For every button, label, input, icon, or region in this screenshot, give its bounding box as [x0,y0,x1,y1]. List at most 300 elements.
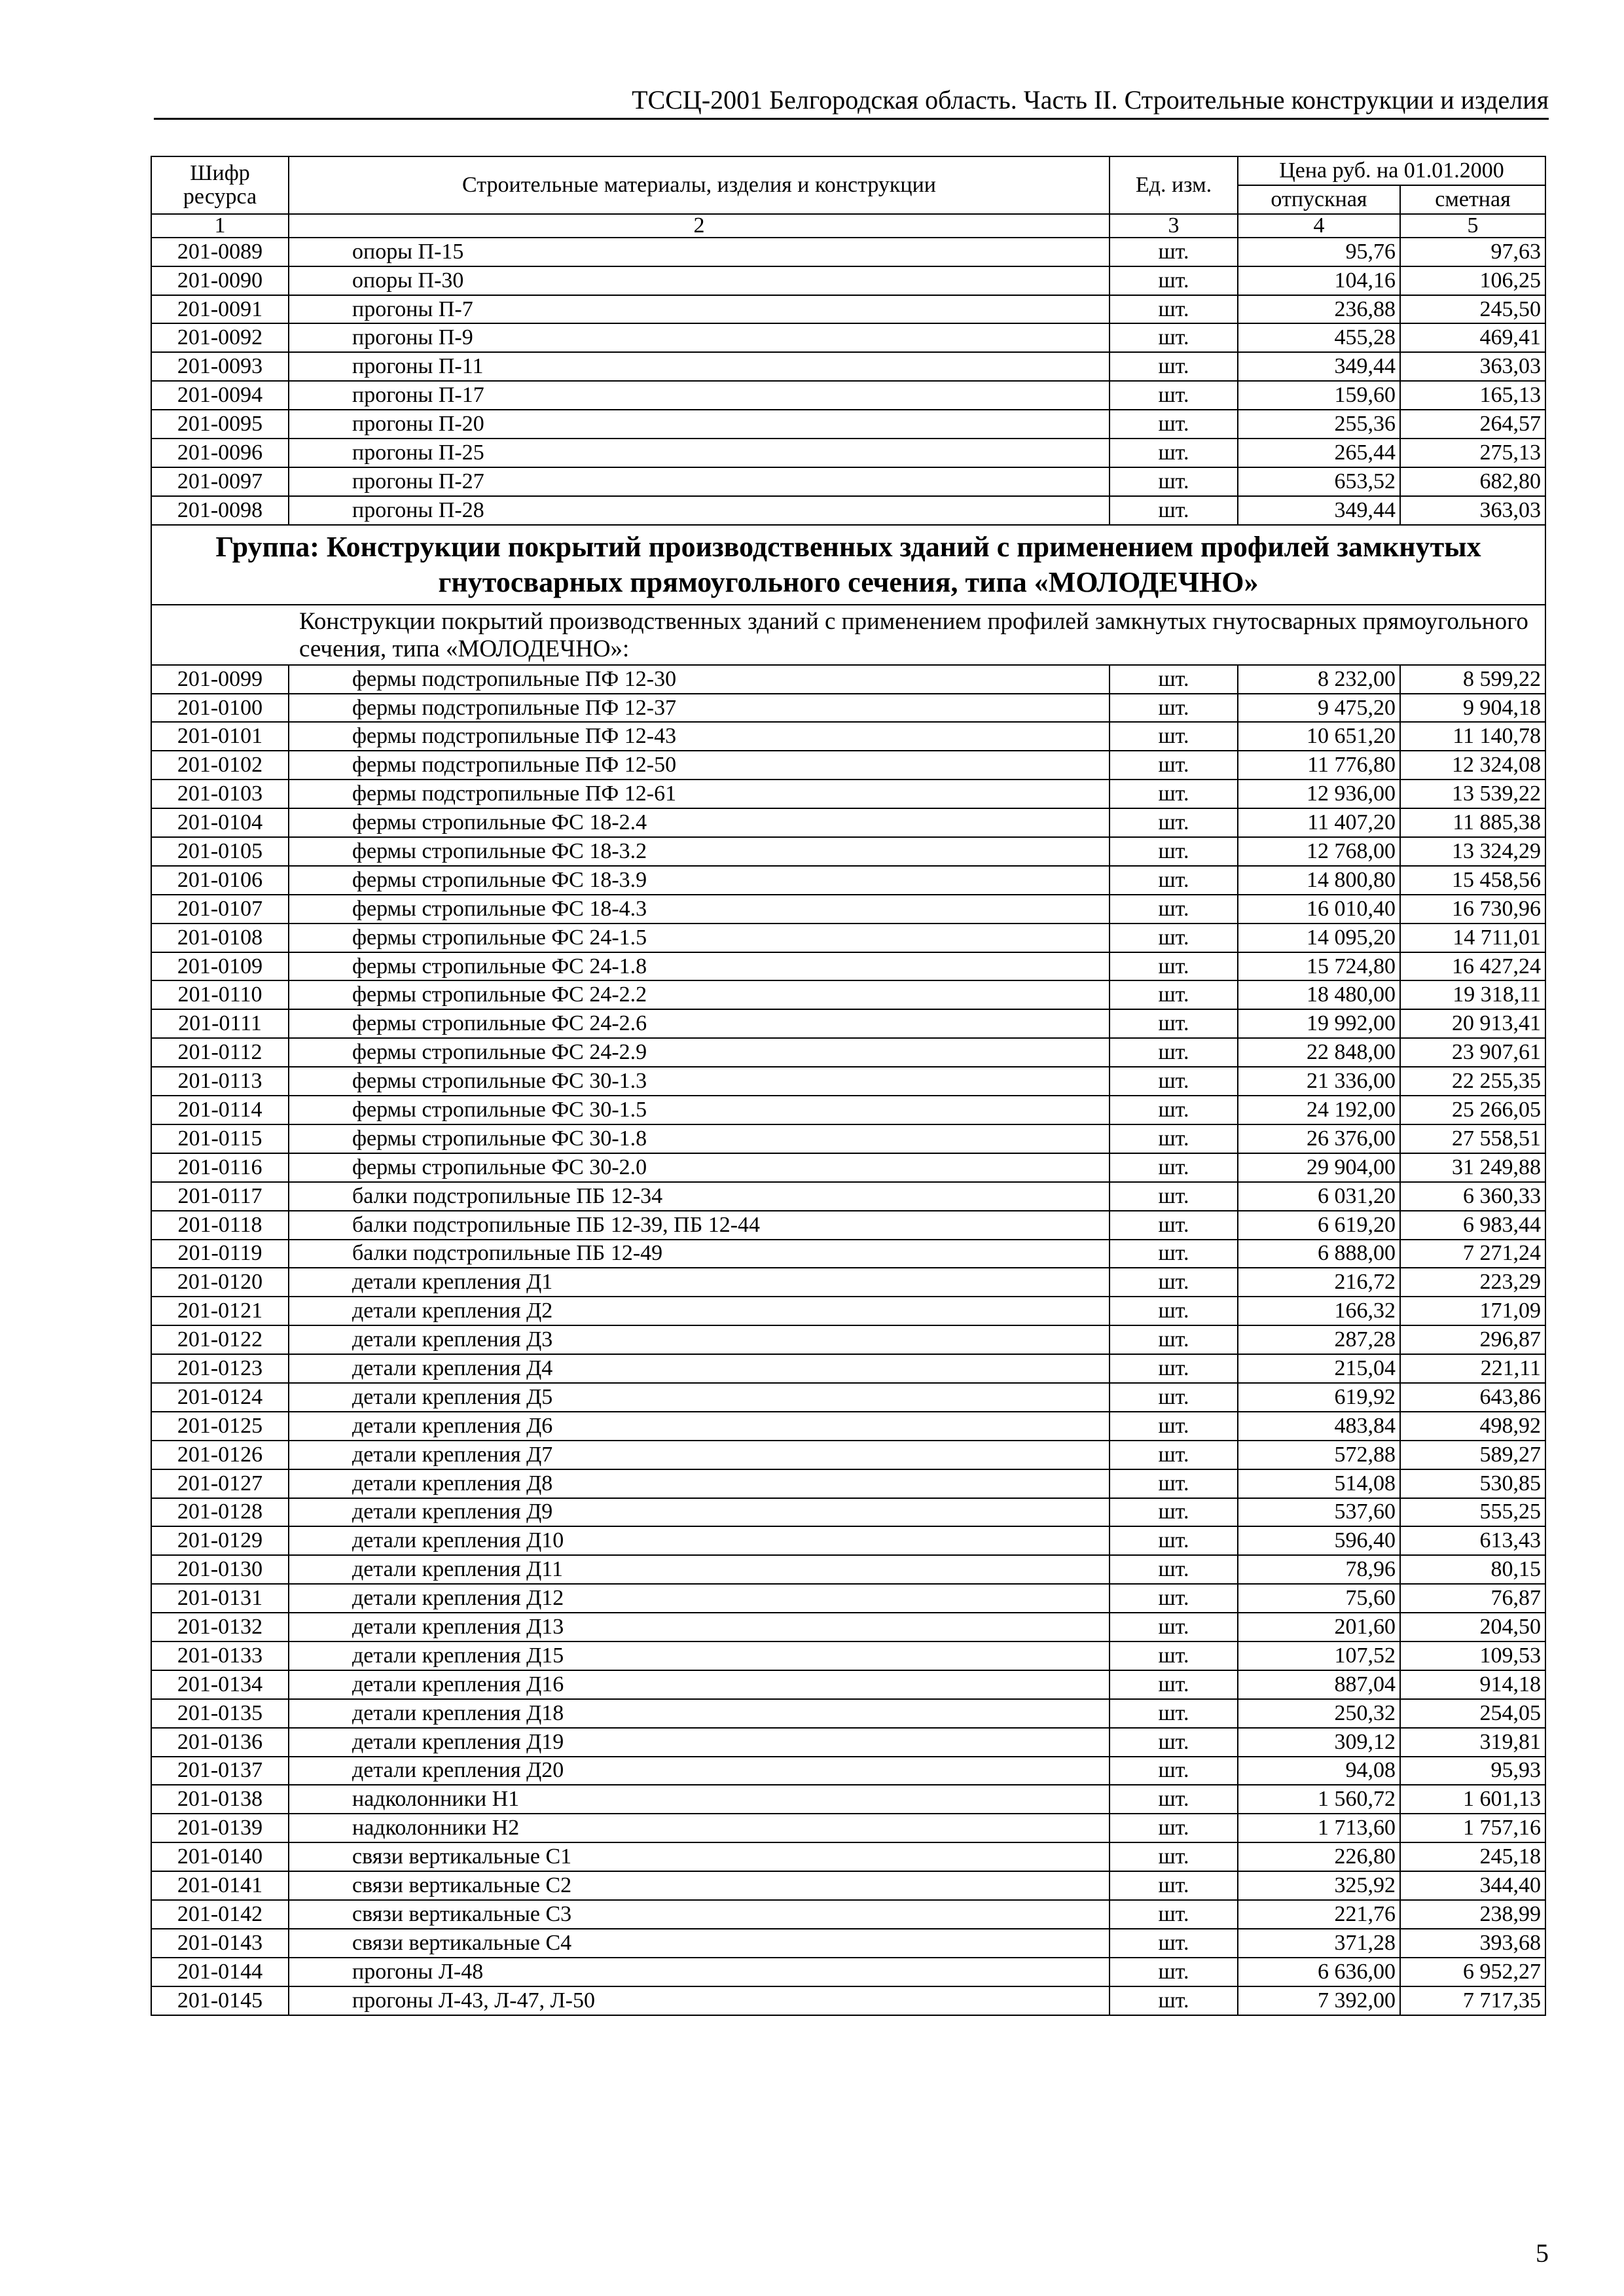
estimate-price: 25 266,05 [1400,1096,1545,1124]
estimate-price: 23 907,61 [1400,1038,1545,1067]
resource-code: 201-0102 [151,751,289,780]
release-price: 94,08 [1238,1757,1400,1785]
table-row [151,1958,1545,1986]
unit: шт. [1110,1670,1238,1699]
material-name: фермы стропильные ФС 24-2.9 [289,1038,1110,1067]
table-row [151,1584,1545,1613]
material-name: связи вертикальные С2 [289,1871,1110,1900]
release-price: 18 480,00 [1238,980,1400,1009]
estimate-price: 393,68 [1400,1929,1545,1958]
resource-code: 201-0092 [151,323,289,352]
estimate-price: 264,57 [1400,410,1545,439]
group-section [151,525,1545,665]
material-name: фермы подстропильные ПФ 12-61 [289,780,1110,808]
header-divider [154,118,1549,120]
estimate-price: 204,50 [1400,1613,1545,1641]
header-unit: Ед. изм. [1110,156,1238,214]
unit: шт. [1110,1383,1238,1412]
estimate-price: 245,18 [1400,1842,1545,1871]
table-row [151,808,1545,837]
resource-code: 201-0093 [151,352,289,381]
resource-code: 201-0113 [151,1067,289,1096]
resource-code: 201-0131 [151,1584,289,1613]
material-name: детали крепления Д11 [289,1555,1110,1584]
unit: шт. [1110,266,1238,295]
release-price: 349,44 [1238,352,1400,381]
resource-code: 201-0142 [151,1900,289,1929]
resource-code: 201-0129 [151,1526,289,1555]
unit: шт. [1110,980,1238,1009]
estimate-price: 13 324,29 [1400,837,1545,866]
material-name: детали крепления Д10 [289,1526,1110,1555]
material-name: детали крепления Д7 [289,1441,1110,1469]
unit: шт. [1110,866,1238,895]
table-row [151,1067,1545,1096]
unit: шт. [1110,722,1238,751]
unit: шт. [1110,1038,1238,1067]
estimate-price: 363,03 [1400,352,1545,381]
material-name: фермы стропильные ФС 18-2.4 [289,808,1110,837]
table-row [151,1009,1545,1038]
table-row [151,1555,1545,1584]
estimate-price: 643,86 [1400,1383,1545,1412]
material-name: надколонники Н2 [289,1814,1110,1842]
material-name: фермы подстропильные ПФ 12-50 [289,751,1110,780]
table-row [151,1412,1545,1441]
estimate-price: 80,15 [1400,1555,1545,1584]
column-number: 3 [1110,214,1238,238]
table-row [151,1325,1545,1354]
material-name: прогоны Л-43, Л-47, Л-50 [289,1986,1110,2015]
estimate-price: 16 730,96 [1400,895,1545,924]
estimate-price: 589,27 [1400,1441,1545,1469]
table-row [151,1728,1545,1757]
material-name: балки подстропильные ПБ 12-34 [289,1182,1110,1211]
unit: шт. [1110,467,1238,496]
column-number-row [151,214,1545,238]
table-row [151,866,1545,895]
material-name: детали крепления Д6 [289,1412,1110,1441]
material-name: прогоны П-11 [289,352,1110,381]
release-price: 166,32 [1238,1297,1400,1325]
table-row [151,1038,1545,1067]
release-price: 26 376,00 [1238,1124,1400,1153]
unit: шт. [1110,1297,1238,1325]
unit: шт. [1110,1067,1238,1096]
estimate-price: 171,09 [1400,1297,1545,1325]
unit: шт. [1110,665,1238,694]
resource-code: 201-0141 [151,1871,289,1900]
resource-code: 201-0100 [151,694,289,723]
resource-code: 201-0114 [151,1096,289,1124]
unit: шт. [1110,751,1238,780]
resource-code: 201-0110 [151,980,289,1009]
resource-code: 201-0144 [151,1958,289,1986]
table-row [151,1354,1545,1383]
column-number: 5 [1400,214,1545,238]
release-price: 226,80 [1238,1842,1400,1871]
estimate-price: 555,25 [1400,1498,1545,1527]
release-price: 9 475,20 [1238,694,1400,723]
table-row [151,1441,1545,1469]
estimate-price: 11 885,38 [1400,808,1545,837]
material-name: фермы стропильные ФС 24-2.6 [289,1009,1110,1038]
table-row [151,1297,1545,1325]
material-name: детали крепления Д4 [289,1354,1110,1383]
table-row [151,467,1545,496]
table-row [151,238,1545,266]
material-name: прогоны П-25 [289,439,1110,467]
material-name: фермы стропильные ФС 18-4.3 [289,895,1110,924]
estimate-price: 20 913,41 [1400,1009,1545,1038]
column-number: 4 [1238,214,1400,238]
estimate-price: 14 711,01 [1400,924,1545,952]
estimate-price: 363,03 [1400,496,1545,525]
table-row [151,980,1545,1009]
unit: шт. [1110,1641,1238,1670]
material-name: фермы стропильные ФС 30-1.8 [289,1124,1110,1153]
table-row [151,1240,1545,1268]
column-number: 1 [151,214,289,238]
unit: шт. [1110,780,1238,808]
resource-code: 201-0122 [151,1325,289,1354]
release-price: 349,44 [1238,496,1400,525]
release-price: 14 095,20 [1238,924,1400,952]
material-name: фермы стропильные ФС 30-1.5 [289,1096,1110,1124]
release-price: 215,04 [1238,1354,1400,1383]
estimate-price: 469,41 [1400,323,1545,352]
release-price: 216,72 [1238,1268,1400,1297]
unit: шт. [1110,1096,1238,1124]
resource-code: 201-0123 [151,1354,289,1383]
table-row [151,1986,1545,2015]
estimate-price: 254,05 [1400,1699,1545,1728]
material-name: балки подстропильные ПБ 12-49 [289,1240,1110,1268]
resource-code: 201-0128 [151,1498,289,1527]
table-row [151,1211,1545,1240]
subgroup-row [151,605,1545,665]
release-price: 12 768,00 [1238,837,1400,866]
release-price: 11 776,80 [1238,751,1400,780]
material-name: фермы стропильные ФС 30-1.3 [289,1067,1110,1096]
material-name: фермы стропильные ФС 24-2.2 [289,980,1110,1009]
material-name: фермы стропильные ФС 18-3.9 [289,866,1110,895]
release-price: 887,04 [1238,1670,1400,1699]
resource-code: 201-0105 [151,837,289,866]
unit: шт. [1110,381,1238,410]
release-price: 596,40 [1238,1526,1400,1555]
unit: шт. [1110,1124,1238,1153]
release-price: 7 392,00 [1238,1986,1400,2015]
material-name: детали крепления Д12 [289,1584,1110,1613]
release-price: 653,52 [1238,467,1400,496]
unit: шт. [1110,1469,1238,1498]
table-row [151,381,1545,410]
release-price: 236,88 [1238,295,1400,324]
release-price: 6 636,00 [1238,1958,1400,1986]
unit: шт. [1110,1354,1238,1383]
release-price: 95,76 [1238,238,1400,266]
unit: шт. [1110,295,1238,324]
unit: шт. [1110,439,1238,467]
material-name: детали крепления Д8 [289,1469,1110,1498]
resource-code: 201-0096 [151,439,289,467]
resource-code: 201-0103 [151,780,289,808]
resource-code: 201-0099 [151,665,289,694]
estimate-price: 1 757,16 [1400,1814,1545,1842]
table-row [151,1153,1545,1182]
table-row [151,1929,1545,1958]
subgroup-code-cell [151,605,289,665]
table-row [151,1871,1545,1900]
unit: шт. [1110,694,1238,723]
estimate-price: 245,50 [1400,295,1545,324]
release-price: 159,60 [1238,381,1400,410]
estimate-price: 238,99 [1400,1900,1545,1929]
release-price: 29 904,00 [1238,1153,1400,1182]
header-estimate-price: сметная [1400,185,1545,214]
header-code: Шифр ресурса [151,156,289,214]
estimate-price: 27 558,51 [1400,1124,1545,1153]
table-row [151,1900,1545,1929]
release-price: 309,12 [1238,1728,1400,1757]
unit: шт. [1110,924,1238,952]
material-name: прогоны П-20 [289,410,1110,439]
resource-code: 201-0090 [151,266,289,295]
release-price: 8 232,00 [1238,665,1400,694]
release-price: 10 651,20 [1238,722,1400,751]
resource-code: 201-0140 [151,1842,289,1871]
price-table [151,156,1546,2016]
resource-code: 201-0094 [151,381,289,410]
material-name: детали крепления Д15 [289,1641,1110,1670]
unit: шт. [1110,1526,1238,1555]
unit: шт. [1110,1325,1238,1354]
table-header [151,156,1545,238]
resource-code: 201-0112 [151,1038,289,1067]
estimate-price: 6 983,44 [1400,1211,1545,1240]
estimate-price: 344,40 [1400,1871,1545,1900]
material-name: связи вертикальные С3 [289,1900,1110,1929]
release-price: 537,60 [1238,1498,1400,1527]
estimate-price: 7 717,35 [1400,1986,1545,2015]
table-body-after [151,665,1545,2015]
resource-code: 201-0095 [151,410,289,439]
table-row [151,924,1545,952]
resource-code: 201-0143 [151,1929,289,1958]
table-row [151,496,1545,525]
release-price: 19 992,00 [1238,1009,1400,1038]
unit: шт. [1110,1412,1238,1441]
estimate-price: 8 599,22 [1400,665,1545,694]
material-name: фермы стропильные ФС 24-1.5 [289,924,1110,952]
table-row [151,1182,1545,1211]
material-name: прогоны П-28 [289,496,1110,525]
resource-code: 201-0089 [151,238,289,266]
resource-code: 201-0104 [151,808,289,837]
table-row [151,1498,1545,1527]
estimate-price: 109,53 [1400,1641,1545,1670]
estimate-price: 914,18 [1400,1670,1545,1699]
unit: шт. [1110,238,1238,266]
material-name: детали крепления Д5 [289,1383,1110,1412]
release-price: 572,88 [1238,1441,1400,1469]
table-row [151,1526,1545,1555]
header-price: Цена руб. на 01.01.2000 [1238,156,1545,185]
estimate-price: 223,29 [1400,1268,1545,1297]
estimate-price: 296,87 [1400,1325,1545,1354]
unit: шт. [1110,1441,1238,1469]
unit: шт. [1110,952,1238,981]
unit: шт. [1110,808,1238,837]
release-price: 21 336,00 [1238,1067,1400,1096]
unit: шт. [1110,1211,1238,1240]
material-name: фермы подстропильные ПФ 12-37 [289,694,1110,723]
resource-code: 201-0116 [151,1153,289,1182]
release-price: 325,92 [1238,1871,1400,1900]
table-row [151,1613,1545,1641]
header-name: Строительные материалы, изделия и конструкции [289,156,1110,214]
material-name: прогоны П-9 [289,323,1110,352]
material-name: прогоны П-27 [289,467,1110,496]
table-row [151,665,1545,694]
unit: шт. [1110,1929,1238,1958]
material-name: фермы стропильные ФС 24-1.8 [289,952,1110,981]
unit: шт. [1110,1728,1238,1757]
unit: шт. [1110,1842,1238,1871]
unit: шт. [1110,1009,1238,1038]
material-name: балки подстропильные ПБ 12-39, ПБ 12-44 [289,1211,1110,1240]
resource-code: 201-0145 [151,1986,289,2015]
material-name: детали крепления Д9 [289,1498,1110,1527]
resource-code: 201-0124 [151,1383,289,1412]
resource-code: 201-0121 [151,1297,289,1325]
material-name: детали крепления Д1 [289,1268,1110,1297]
table-row [151,1814,1545,1842]
unit: шт. [1110,1814,1238,1842]
unit: шт. [1110,1785,1238,1814]
group-title: Группа: Конструкции покрытий производственных зданий с применением профилей замкнутых гнутосварных прямоугольного сечения, типа «МОЛОДЕЧНО» [151,525,1545,605]
table-row [151,1268,1545,1297]
unit: шт. [1110,1182,1238,1211]
unit: шт. [1110,895,1238,924]
unit: шт. [1110,410,1238,439]
table-row [151,1124,1545,1153]
unit: шт. [1110,1268,1238,1297]
resource-code: 201-0101 [151,722,289,751]
resource-code: 201-0108 [151,924,289,952]
table-row [151,751,1545,780]
release-price: 22 848,00 [1238,1038,1400,1067]
unit: шт. [1110,1871,1238,1900]
estimate-price: 9 904,18 [1400,694,1545,723]
table-row [151,1699,1545,1728]
unit: шт. [1110,1584,1238,1613]
material-name: прогоны Л-48 [289,1958,1110,1986]
group-row [151,525,1545,605]
unit: шт. [1110,1699,1238,1728]
release-price: 255,36 [1238,410,1400,439]
unit: шт. [1110,1613,1238,1641]
table-row [151,352,1545,381]
estimate-price: 13 539,22 [1400,780,1545,808]
resource-code: 201-0134 [151,1670,289,1699]
table-row [151,694,1545,723]
table-row [151,1842,1545,1871]
material-name: связи вертикальные С4 [289,1929,1110,1958]
material-name: фермы стропильные ФС 18-3.2 [289,837,1110,866]
estimate-price: 7 271,24 [1400,1240,1545,1268]
unit: шт. [1110,1757,1238,1785]
estimate-price: 165,13 [1400,381,1545,410]
estimate-price: 221,11 [1400,1354,1545,1383]
release-price: 104,16 [1238,266,1400,295]
estimate-price: 76,87 [1400,1584,1545,1613]
material-name: детали крепления Д19 [289,1728,1110,1757]
unit: шт. [1110,837,1238,866]
material-name: надколонники Н1 [289,1785,1110,1814]
resource-code: 201-0115 [151,1124,289,1153]
release-price: 16 010,40 [1238,895,1400,924]
resource-code: 201-0139 [151,1814,289,1842]
release-price: 250,32 [1238,1699,1400,1728]
material-name: детали крепления Д13 [289,1613,1110,1641]
estimate-price: 613,43 [1400,1526,1545,1555]
release-price: 6 031,20 [1238,1182,1400,1211]
resource-code: 201-0091 [151,295,289,324]
release-price: 1 713,60 [1238,1814,1400,1842]
estimate-price: 6 360,33 [1400,1182,1545,1211]
unit: шт. [1110,1240,1238,1268]
release-price: 287,28 [1238,1325,1400,1354]
release-price: 514,08 [1238,1469,1400,1498]
resource-code: 201-0136 [151,1728,289,1757]
estimate-price: 15 458,56 [1400,866,1545,895]
estimate-price: 319,81 [1400,1728,1545,1757]
table-row [151,1469,1545,1498]
release-price: 265,44 [1238,439,1400,467]
release-price: 15 724,80 [1238,952,1400,981]
material-name: детали крепления Д16 [289,1670,1110,1699]
table-row [151,780,1545,808]
resource-code: 201-0107 [151,895,289,924]
table-row [151,1383,1545,1412]
resource-code: 201-0125 [151,1412,289,1441]
table-row [151,1641,1545,1670]
resource-code: 201-0135 [151,1699,289,1728]
release-price: 619,92 [1238,1383,1400,1412]
table-body-before [151,238,1545,525]
material-name: детали крепления Д2 [289,1297,1110,1325]
estimate-price: 95,93 [1400,1757,1545,1785]
unit: шт. [1110,496,1238,525]
release-price: 483,84 [1238,1412,1400,1441]
resource-code: 201-0119 [151,1240,289,1268]
table-row [151,837,1545,866]
material-name: прогоны П-17 [289,381,1110,410]
table-row [151,895,1545,924]
release-price: 6 619,20 [1238,1211,1400,1240]
material-name: фермы стропильные ФС 30-2.0 [289,1153,1110,1182]
estimate-price: 682,80 [1400,467,1545,496]
release-price: 14 800,80 [1238,866,1400,895]
resource-code: 201-0130 [151,1555,289,1584]
estimate-price: 275,13 [1400,439,1545,467]
material-name: прогоны П-7 [289,295,1110,324]
material-name: детали крепления Д18 [289,1699,1110,1728]
release-price: 107,52 [1238,1641,1400,1670]
release-price: 201,60 [1238,1613,1400,1641]
